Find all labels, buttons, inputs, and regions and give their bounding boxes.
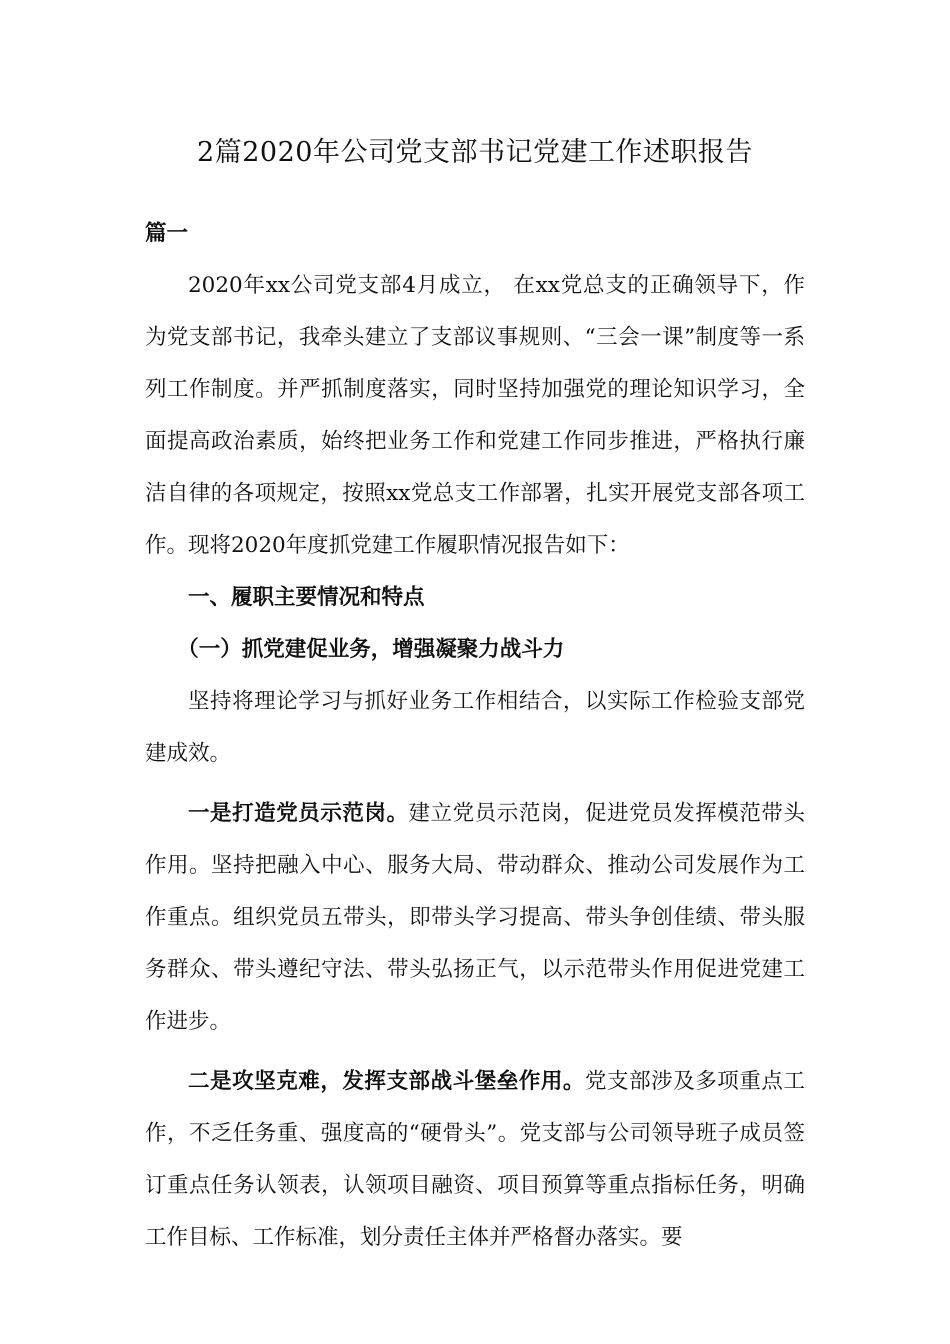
section-label: 篇一 — [145, 221, 189, 246]
document-body — [145, 208, 805, 1264]
item-2-text: 党支部涉及多项重点工作，不乏任务重、强度高的“硬骨头”。党支部与公司领导班子成员签订重点任务认领表，认领项目融资、项目预算等重点指标任务，明确工作目标、工作标准，划分责任主体并严格督办落实。要 — [145, 1069, 805, 1250]
heading-level-2: （一）抓党建促业务，增强凝聚力战斗力 — [177, 637, 565, 662]
item-1-lead: 一是打造党员示范岗。 — [188, 801, 409, 826]
heading-level-1: 一、履职主要情况和特点 — [188, 585, 425, 610]
intro-paragraph: 2020年xx公司党支部4月成立， 在xx党总支的正确领导下，作为党支部书记，我牵头建立了支部议事规则、“三会一课”制度等一系列工作制度。并严抓制度落实，同时坚持加强党的理论知识学习，全面提高政治素质，始终把业务工作和党建工作同步推进，严格执行廉洁自律的各项规定，按照xx党总支工作部署，扎实开展党支部各项工作。现将2020年度抓党建工作履职情况报告如下： — [145, 273, 805, 558]
paragraph-item-1 — [145, 788, 805, 1048]
document-title: 2篇2020年公司党支部书记党建工作述职报告 — [197, 137, 753, 168]
paragraph-theory-study: 坚持将理论学习与抓好业务工作相结合，以实际工作检验支部党建成效。 — [145, 689, 805, 766]
paragraph-item-2 — [145, 1056, 805, 1264]
item-2-lead: 二是攻坚克难，发挥支部战斗堡垒作用。 — [188, 1069, 585, 1094]
item-1-text: 建立党员示范岗，促进党员发挥模范带头作用。坚持把融入中心、服务大局、带动群众、推动公司发展作为工作重点。组织党员五带头，即带头学习提高、带头争创佳绩、带头服务群众、带头遵纪守法、带头弘扬正气，以示范带头作用促进党建工作进步。 — [145, 801, 805, 1034]
